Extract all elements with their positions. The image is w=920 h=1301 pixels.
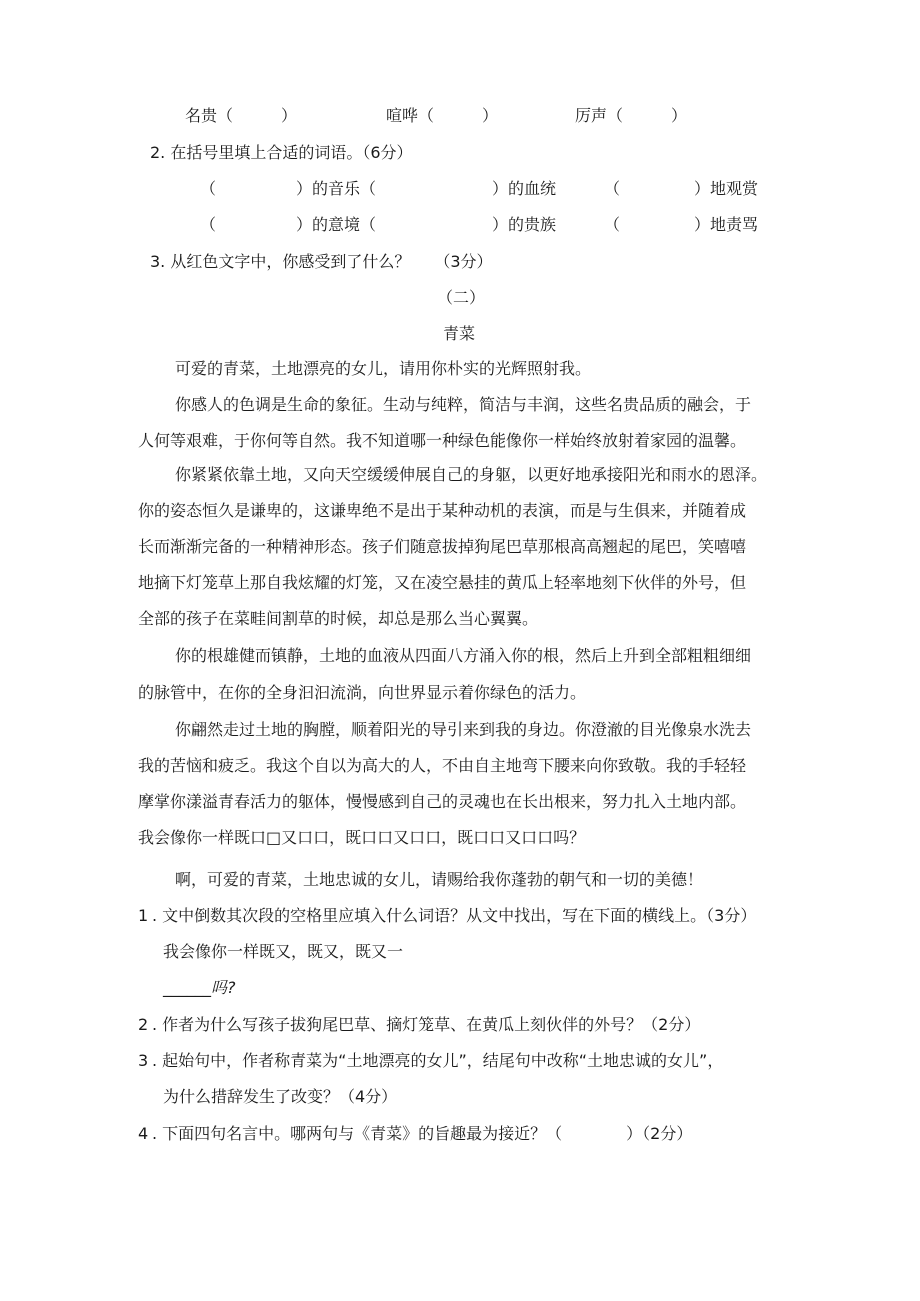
q2-row1-part2: ）的血统: [492, 179, 557, 198]
question-3-text-cont: 为什么措辞发生了改变？（4分）: [163, 1087, 398, 1106]
paragraph-line: 你的根雄健而镇静，土地的血液从四面八方涌入你的根，然后上升到全部粗粗细细: [175, 646, 752, 665]
question-3-number: 3: [138, 1051, 149, 1070]
paragraph-line: 啊，可爱的青菜，土地忠诚的女儿，请赐给我你蓬勃的朝气和一切的美德！: [175, 870, 704, 889]
passage-title: 青菜: [443, 324, 476, 343]
question-3-text: . 起始句中，作者称青菜为“土地漂亮的女儿”，结尾句中改称“土地忠诚的女儿”，: [152, 1051, 724, 1070]
paragraph-line: 全部的孩子在菜畦间割草的时候，却总是那么当心翼翼。: [138, 609, 539, 628]
paragraph-line: 地摘下灯笼草上那自我炫耀的灯笼，又在凌空悬挂的黄瓜上轻率地刻下伙伴的外号，但: [138, 573, 747, 592]
question-4-text: . 下面四句名言中。哪两句与《青菜》的旨趣最为接近？（ ）（2分）: [152, 1124, 693, 1143]
q2-row2-part1: （ ）的意境（: [200, 215, 377, 234]
paragraph-line: 摩掌你漾溢青春活力的躯体，慢慢感到自己的灵魂也在长出根来，努力扎入土地内部。: [138, 792, 747, 811]
q2-row2-part4: ）地责骂: [694, 215, 759, 234]
blank-lisheng: 厉声（ ）: [575, 106, 688, 125]
blank-xuanhua: 喧哗（ ）: [386, 106, 499, 125]
paragraph-line: 可爱的青菜，土地漂亮的女儿，请用你朴实的光辉照射我。: [175, 359, 592, 378]
q2-row1-part4: ）地观赏: [694, 179, 759, 198]
paragraph-line: 的脉管中，在你的全身汩汩流淌，向世界显示着你绿色的活力。: [138, 683, 587, 702]
paragraph-line: 我的苦恼和疲乏。我这个自以为高大的人，不由自主地弯下腰来向你致敬。我的手轻轻: [138, 756, 747, 775]
paragraph-line: 你翩然走过土地的胸膛，顺着阳光的导引来到我的身边。你澄澈的目光像泉水洗去: [175, 720, 752, 739]
question-1-fill: 我会像你一样既又，既又，既又一: [163, 942, 404, 961]
q2-row1-part1: （ ）的音乐（: [200, 179, 377, 198]
paragraph-line: 人何等艰难，于你何等自然。我不知道哪一种绿色能像你一样始终放射着家园的温馨。: [138, 431, 747, 450]
blank-minggui: 名贵（ ）: [185, 106, 298, 125]
question-1-fill-end: ______吗?: [163, 978, 236, 997]
paragraph-line: 长而渐渐完备的一种精神形态。孩子们随意拔掉狗尾巴草那根高高翘起的尾巴，笑嘻嘻: [138, 537, 747, 556]
paragraph-line: 我会像你一样既口□又口口，既口口又口口，既口口又口口吗？: [138, 828, 586, 847]
q2-row2-part2: ）的贵族: [492, 215, 557, 234]
question-2-text: . 作者为什么写孩子拔狗尾巴草、摘灯笼草、在黄瓜上刻伙伴的外号？（2分）: [152, 1015, 701, 1034]
question-3-title: 3. 从红色文字中，你感受到了什么？ （3分）: [150, 252, 493, 271]
question-1-number: 1: [138, 906, 149, 925]
paragraph-line: 你的姿态恒久是谦卑的，这谦卑绝不是出于某种动机的表演，而是与生俱来，并随着成: [138, 501, 747, 520]
q2-row2-part3: （: [604, 215, 621, 234]
q2-row1-part3: （: [604, 179, 621, 198]
paragraph-line: 你感人的色调是生命的象征。生动与纯粹，简洁与丰润，这些名贵品质的融会，于: [175, 395, 752, 414]
question-2-title: 2. 在括号里填上合适的词语。（6分）: [150, 143, 413, 162]
question-1-text: . 文中倒数其次段的空格里应填入什么词语？从文中找出，写在下面的横线上。（3分）: [152, 906, 757, 925]
question-4-number: 4: [138, 1124, 149, 1143]
question-2-number: 2: [138, 1015, 149, 1034]
section-heading: （二）: [437, 288, 486, 307]
paragraph-line: 你紧紧依靠土地，又向天空缓缓伸展自己的身躯，以更好地承接阳光和雨水的恩泽。: [175, 465, 768, 484]
